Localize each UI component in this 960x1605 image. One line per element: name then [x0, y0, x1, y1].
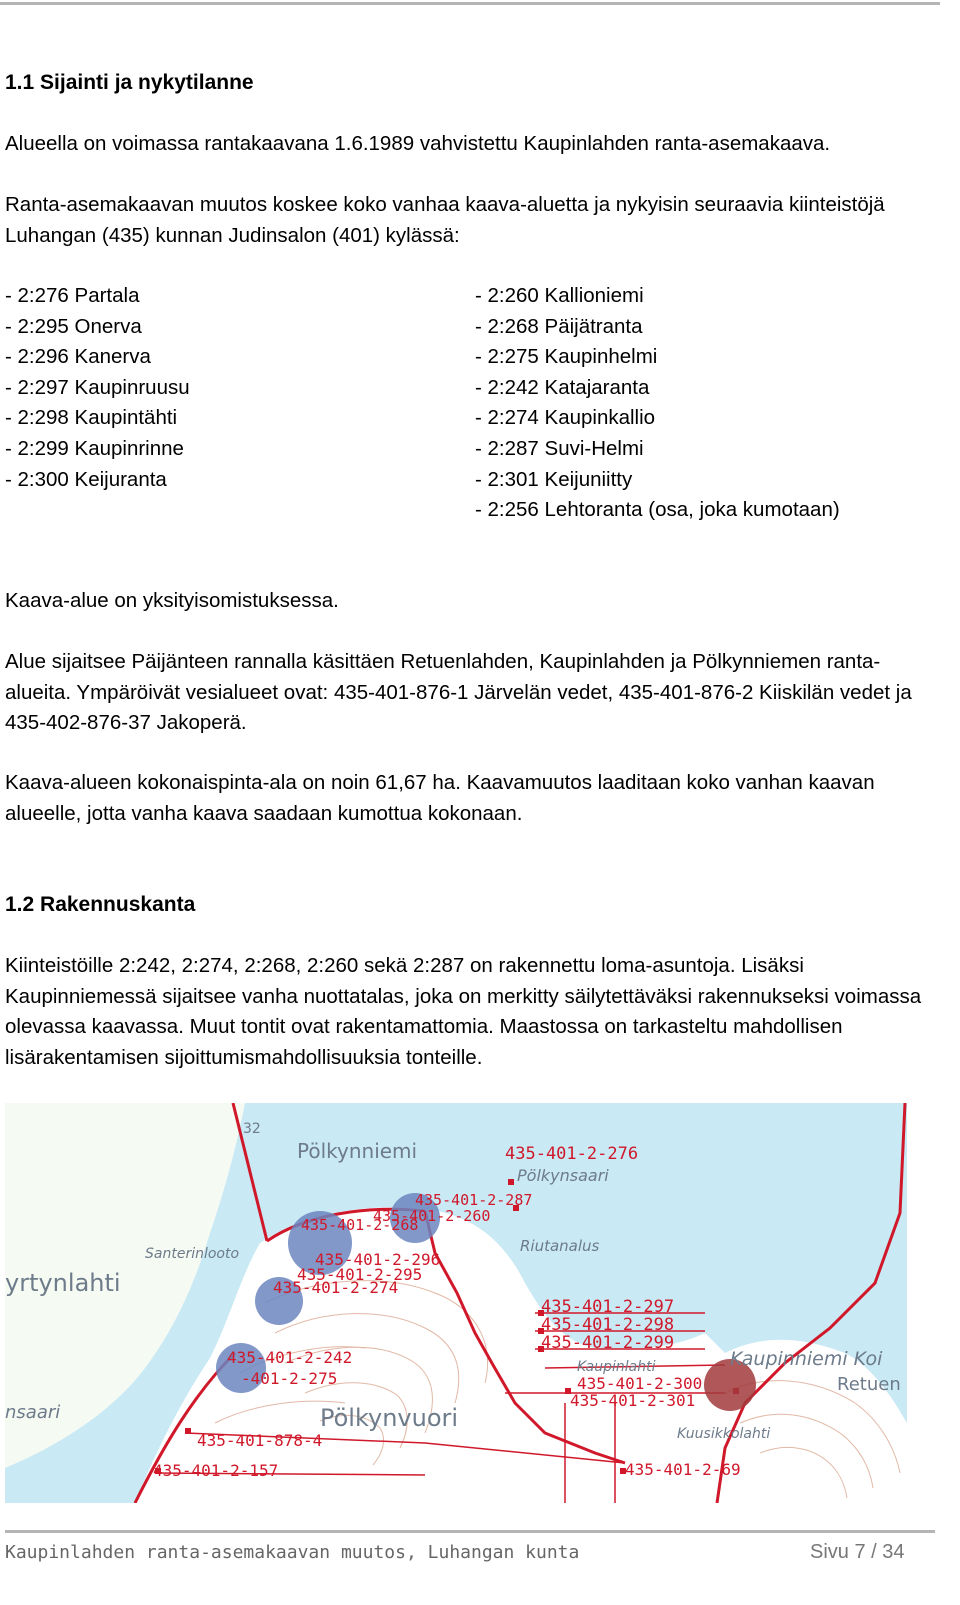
place-kaupinniemi: Kaupinniemi Koi	[730, 1348, 883, 1370]
list-item: - 2:256 Lehtoranta (osa, joka kumotaan)	[475, 498, 840, 522]
parcel-label: 435-401-2-296	[315, 1250, 441, 1269]
list-item: - 2:295 Onerva	[5, 314, 142, 338]
place-retuen: Retuen	[837, 1374, 901, 1395]
top-rule	[0, 2, 940, 5]
site-map	[5, 1103, 907, 1503]
parcel-label: 435-401-2-69	[625, 1460, 741, 1479]
list-item: - 2:298 Kaupintähti	[5, 406, 178, 430]
place-santerinlooto: Santerinlooto	[145, 1246, 240, 1262]
parcel-label: 435-401-2-157	[153, 1461, 279, 1480]
paragraph-ownership: Kaava-alue on yksityisomistuksessa.	[5, 589, 339, 612]
parcel-label: 435-401-2-242	[227, 1348, 353, 1367]
paragraph-buildings: Kiinteistöille 2:242, 2:274, 2:268, 2:260 sekä 2:287 on rakennettu loma-asuntoja. Lisäksi Kaupinniemessä sijaitsee vanha nuottatalas, joka on merkitty säilytettäväksi rakennukseksi voimassa olevassa kaavassa. Muut tontit ovat rakentamattomia. Maastossa on tarkasteltu mahdollisen lisärakentamisen sijoittumismahdollisuuksia tonteille.	[5, 954, 922, 1069]
footer-rule	[5, 1530, 935, 1533]
footer-page-number: Sivu 7 / 34	[810, 1541, 905, 1563]
parcel-label: 435-401-2-260	[373, 1207, 491, 1225]
map-number: 32	[243, 1121, 261, 1137]
list-item: - 2:274 Kaupinkallio	[475, 406, 656, 430]
section-heading-buildings: 1.2 Rakennuskanta	[5, 893, 196, 916]
parcel-label: 435-401-2-301	[570, 1391, 696, 1410]
list-item: - 2:260 Kallioniemi	[475, 284, 644, 307]
place-saari: nsaari	[5, 1402, 61, 1423]
list-item: - 2:299 Kaupinrinne	[5, 436, 184, 460]
parcel-label: 435-401-2-287	[415, 1191, 533, 1209]
place-polkynvuori: Pölkynvuori	[320, 1404, 459, 1432]
footer-document-title: Kaupinlahden ranta-asemakaavan muutos, Luhangan kunta	[5, 1542, 580, 1563]
list-item: - 2:275 Kaupinhelmi	[475, 345, 658, 369]
property-list-left	[5, 281, 190, 495]
place-riutanalus: Riutanalus	[520, 1237, 600, 1255]
list-item: - 2:276 Partala	[5, 284, 140, 307]
section-heading-location: 1.1 Sijainti ja nykytilanne	[5, 71, 254, 94]
list-item: - 2:242 Katajaranta	[475, 375, 650, 399]
parcel-label: 435-401-2-274	[273, 1278, 399, 1297]
place-lahti: yrtynlahti	[5, 1269, 121, 1297]
place-polkynniemi: Pölkynniemi	[297, 1139, 418, 1163]
parcel-label: 435-401-2-298	[541, 1315, 675, 1335]
place-polkynsaari: Pölkynsaari	[517, 1166, 609, 1185]
list-item: - 2:300 Keijuranta	[5, 467, 167, 491]
place-kuusikkolahti: Kuusikkolahti	[677, 1426, 771, 1442]
paragraph-area-size: Kaava-alueen kokonaispinta-ala on noin 61,67 ha. Kaavamuutos laaditaan koko vanhan kaavan alueelle, jotta vanha kaava saadaan kumottua kokonaan.	[5, 771, 875, 825]
paragraph-plan-scope: Ranta-asemakaavan muutos koskee koko vanhaa kaava-aluetta ja nykyisin seuraavia kiinteistöjä Luhangan (435) kunnan Judinsalon (401) kylässä:	[5, 193, 885, 247]
list-item: - 2:296 Kanerva	[5, 345, 151, 369]
parcel-label: -401-2-275	[241, 1369, 338, 1388]
parcel-label: 435-401-2-297	[541, 1297, 675, 1317]
property-list-right	[475, 281, 840, 526]
parcel-label: 435-401-2-300	[577, 1374, 703, 1393]
list-item: - 2:301 Keijuniitty	[475, 467, 633, 491]
paragraph-current-plan: Alueella on voimassa rantakaavana 1.6.1989 vahvistettu Kaupinlahden ranta-asemakaava.	[5, 132, 831, 155]
parcel-label: 435-401-2-295	[297, 1265, 423, 1284]
list-item: - 2:297 Kaupinruusu	[5, 375, 190, 399]
parcel-label: 435-401-2-276	[505, 1144, 639, 1164]
parcel-label: 435-401-878-4	[197, 1431, 323, 1450]
site-map-drawing	[5, 1103, 907, 1503]
parcel-label: 435-401-2-299	[541, 1333, 675, 1353]
list-item: - 2:287 Suvi-Helmi	[475, 436, 644, 460]
paragraph-surroundings: Alue sijaitsee Päijänteen rannalla käsittäen Retuenlahden, Kaupinlahden ja Pölkynniemen ranta-alueita. Ympäröivät vesialueet ovat: 435-401-876-1 Järvelän vedet, 435-401-876-2 Kiiskilän vedet ja 435-402-876-37 Jakoperä.	[5, 650, 912, 735]
place-kaupinlahti: Kaupinlahti	[577, 1359, 656, 1375]
list-item: - 2:268 Päijätranta	[475, 314, 643, 338]
parcel-label: 435-401-2-268	[301, 1216, 419, 1234]
